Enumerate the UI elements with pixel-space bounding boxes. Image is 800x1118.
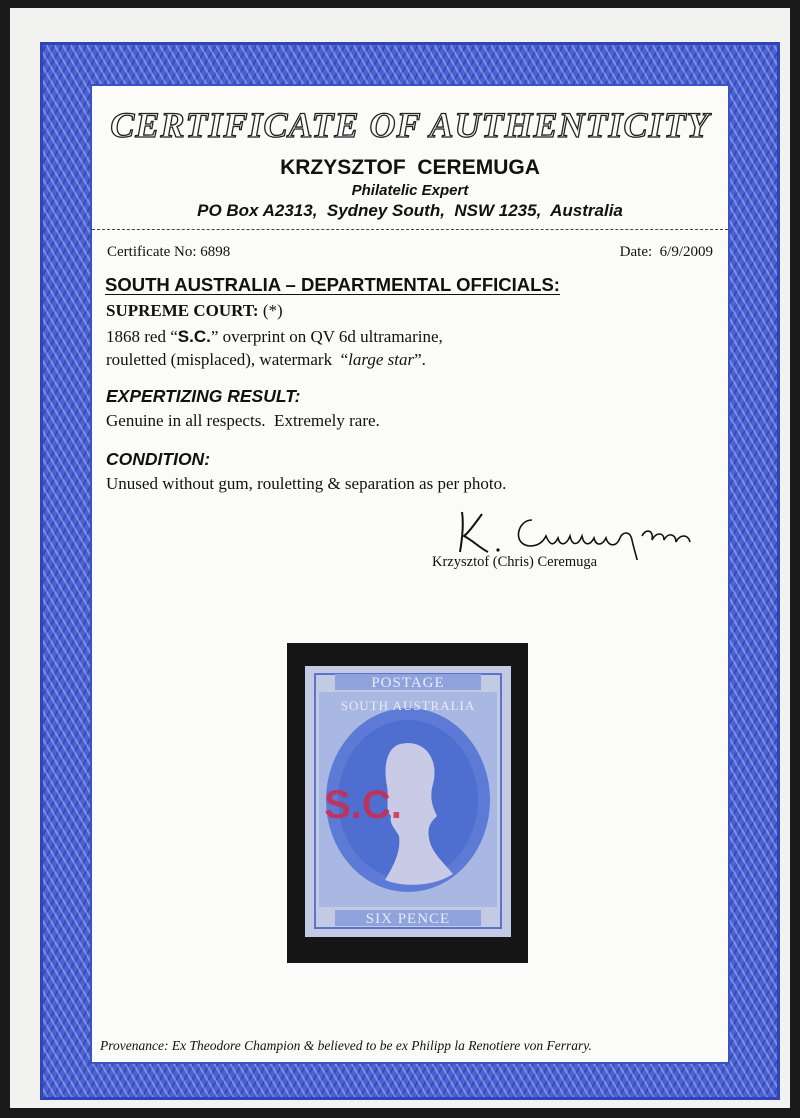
stamp-overprint: S.C.	[324, 783, 402, 827]
stamp-arc-text: SOUTH AUSTRALIA	[340, 698, 476, 713]
certificate-heading: SOUTH AUSTRALIA – DEPARTMENTAL OFFICIALS:	[105, 274, 560, 295]
condition-text: Unused without gum, rouletting & separation as per photo.	[106, 474, 507, 493]
divider	[92, 229, 728, 230]
signature-name: Krzysztof (Chris) Ceremuga	[432, 554, 598, 570]
signature-icon	[432, 500, 722, 560]
stamp-top-text: POSTAGE	[371, 675, 445, 691]
stamp-bottom-text: SIX PENCE	[365, 911, 451, 927]
stamp-image	[305, 666, 511, 937]
desc1-pre: 1868 red “	[106, 327, 178, 346]
desc2-post: ”.	[414, 350, 426, 369]
expert-role: Philatelic Expert	[351, 182, 469, 199]
provenance: Provenance: Ex Theodore Champion & believed to be ex Philipp la Renotiere von Ferrary.	[100, 1038, 592, 1053]
desc2-italic: large star	[348, 350, 415, 369]
condition-heading: CONDITION:	[106, 449, 211, 469]
subheading	[106, 301, 283, 321]
certificate-date: Date: 6/9/2009	[619, 244, 713, 260]
description-line-2	[106, 350, 426, 370]
desc1-post: ” overprint on QV 6d ultramarine,	[210, 327, 443, 346]
expertizing-heading: EXPERTIZING RESULT:	[106, 386, 301, 406]
expert-name: KRZYSZTOF CEREMUGA	[280, 156, 540, 179]
subheading-mark: (*)	[262, 301, 283, 320]
desc2-pre: rouletted (misplaced), watermark “	[106, 350, 349, 369]
certificate-panel	[92, 86, 728, 1062]
subheading-bold: SUPREME COURT:	[106, 301, 259, 320]
certificate-number: Certificate No: 6898	[107, 244, 231, 260]
expert-address: PO Box A2313, Sydney South, NSW 1235, Australia	[197, 201, 623, 220]
desc1-sc: S.C.	[177, 327, 211, 346]
description-line-1	[106, 327, 443, 347]
expertizing-text: Genuine in all respects. Extremely rare.	[106, 411, 380, 430]
certificate-sheet	[10, 8, 790, 1108]
certificate-title: CERTIFICATE OF AUTHENTICITY	[110, 105, 710, 145]
